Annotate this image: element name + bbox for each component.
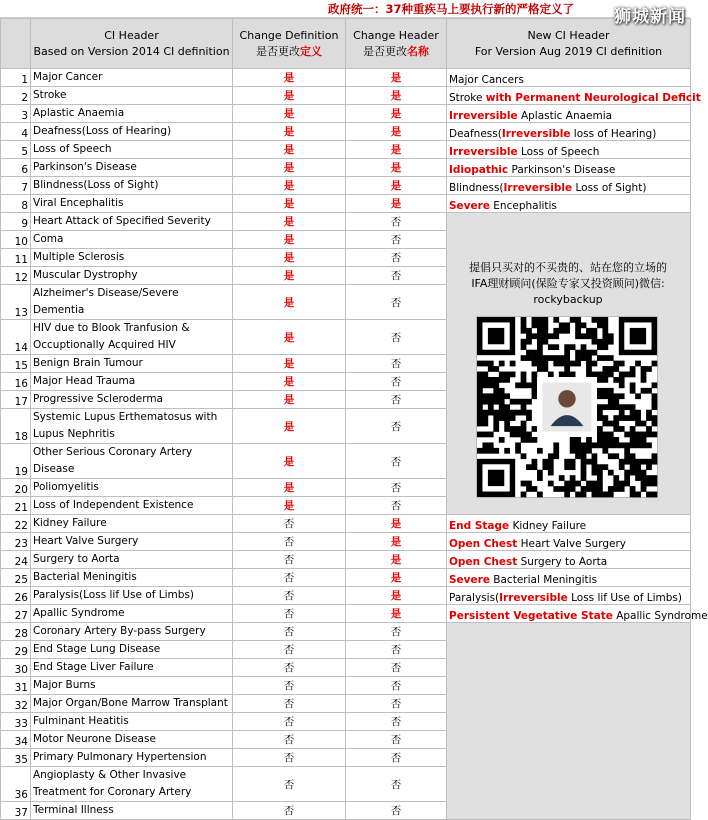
row-number: 37 <box>1 802 31 820</box>
row-number: 12 <box>1 267 31 285</box>
change-header-flag: 否 <box>346 391 447 409</box>
ci-name-2014: Other Serious Coronary Artery Disease <box>31 444 233 479</box>
row-number: 28 <box>1 623 31 641</box>
change-definition-flag: 否 <box>233 623 346 641</box>
ci-name-2019 <box>447 569 691 587</box>
row-number: 22 <box>1 515 31 533</box>
table-row <box>1 605 691 623</box>
ci-name-2019-highlight: Irreversible <box>449 110 518 122</box>
change-definition-flag: 是 <box>233 105 346 123</box>
change-header-flag: 否 <box>346 231 447 249</box>
change-definition-flag: 否 <box>233 659 346 677</box>
ci-name-2019-text: Loss of Sight) <box>572 182 647 194</box>
ci-name-2019-highlight: with Permanent Neurological Deficit <box>485 92 701 104</box>
row-number: 30 <box>1 659 31 677</box>
row-number: 13 <box>1 285 31 320</box>
ci-name-2019 <box>447 533 691 551</box>
row-number: 16 <box>1 373 31 391</box>
ci-name-2014: Bacterial Meningitis <box>31 569 233 587</box>
ci-name-2019-text: Encephalitis <box>489 200 557 212</box>
row-number: 32 <box>1 695 31 713</box>
ci-name-2019-highlight: Persistent Vegetative State <box>449 610 613 622</box>
change-header-flag: 是 <box>346 569 447 587</box>
change-header-flag: 否 <box>346 409 447 444</box>
change-definition-flag: 否 <box>233 533 346 551</box>
ci-name-2019-text: Loss of Speech <box>517 146 600 158</box>
change-header-flag: 是 <box>346 141 447 159</box>
change-header-flag: 否 <box>346 713 447 731</box>
ci-name-2019-highlight: Severe <box>449 574 490 586</box>
change-definition-flag: 否 <box>233 731 346 749</box>
change-header-flag: 是 <box>346 587 447 605</box>
ci-name-2019 <box>447 177 691 195</box>
ci-name-2019 <box>447 195 691 213</box>
row-number: 35 <box>1 749 31 767</box>
row-number: 27 <box>1 605 31 623</box>
row-number: 19 <box>1 444 31 479</box>
change-header-flag: 否 <box>346 659 447 677</box>
ci-name-2014: Coma <box>31 231 233 249</box>
change-header-flag: 否 <box>346 444 447 479</box>
table-row <box>1 515 691 533</box>
row-number: 18 <box>1 409 31 444</box>
change-definition-flag: 否 <box>233 515 346 533</box>
change-definition-flag: 否 <box>233 767 346 802</box>
change-header-flag: 是 <box>346 123 447 141</box>
ci-name-2019 <box>447 69 691 87</box>
header-change-definition <box>233 19 346 69</box>
change-header-flag: 否 <box>346 267 447 285</box>
ci-name-2014: Primary Pulmonary Hypertension <box>31 749 233 767</box>
header-new-ci-line1: New CI Header <box>527 28 610 42</box>
row-number: 7 <box>1 177 31 195</box>
ci-name-2019-text: Stroke <box>449 92 486 104</box>
change-definition-flag: 是 <box>233 267 346 285</box>
change-definition-flag: 是 <box>233 177 346 195</box>
ci-name-2019 <box>447 87 701 105</box>
ci-name-2019-text: Parkinson's Disease <box>508 164 616 176</box>
header-change-definition-line1: Change Definition <box>239 28 339 42</box>
row-number: 6 <box>1 159 31 177</box>
change-header-flag: 否 <box>346 731 447 749</box>
ci-name-2019-text: Kidney Failure <box>509 520 587 532</box>
header-change-definition-plain: 是否更改 <box>256 44 300 58</box>
ci-name-2014: Stroke <box>31 87 233 105</box>
ci-name-2014: Alzheimer's Disease/Severe Dementia <box>31 285 233 320</box>
ci-name-2019 <box>447 605 708 623</box>
change-definition-flag: 否 <box>233 587 346 605</box>
change-definition-flag: 是 <box>233 195 346 213</box>
change-definition-flag: 是 <box>233 497 346 515</box>
table-row <box>1 159 691 177</box>
row-number: 11 <box>1 249 31 267</box>
change-definition-flag: 是 <box>233 444 346 479</box>
ci-name-2014: Systemic Lupus Erthematosus with Lupus Nephritis <box>31 409 233 444</box>
ci-name-2014: End Stage Lung Disease <box>31 641 233 659</box>
promo-text <box>446 260 690 308</box>
ci-name-2014: Loss of Speech <box>31 141 233 159</box>
row-number: 9 <box>1 213 31 231</box>
change-header-flag: 否 <box>346 695 447 713</box>
ci-name-2019-highlight: Irreversible <box>449 146 518 158</box>
ci-name-2019-text: Aplastic Anaemia <box>517 110 613 122</box>
change-definition-flag: 是 <box>233 69 346 87</box>
change-header-flag: 是 <box>346 605 447 623</box>
ci-name-2019 <box>447 159 691 177</box>
ci-name-2019 <box>447 123 691 141</box>
ci-name-2014: Kidney Failure <box>31 515 233 533</box>
row-number: 26 <box>1 587 31 605</box>
change-header-flag: 是 <box>346 69 447 87</box>
row-number: 25 <box>1 569 31 587</box>
change-definition-flag: 是 <box>233 87 346 105</box>
table-row <box>1 623 691 641</box>
ci-name-2014: Aplastic Anaemia <box>31 105 233 123</box>
row-number: 5 <box>1 141 31 159</box>
ci-name-2014: Angioplasty & Other Invasive Treatment for Coronary Artery <box>31 767 233 802</box>
ci-name-2014: Heart Valve Surgery <box>31 533 233 551</box>
ci-name-2014: Progressive Scleroderma <box>31 391 233 409</box>
table-row <box>1 195 691 213</box>
ci-name-2019-text: Loss lif Use of Limbs) <box>567 592 682 604</box>
header-change-header <box>346 19 447 69</box>
change-header-flag: 是 <box>346 105 447 123</box>
ci-name-2014: Coronary Artery By-pass Surgery <box>31 623 233 641</box>
table-row <box>1 569 691 587</box>
change-header-flag: 否 <box>346 320 447 355</box>
wechat-qr-code <box>476 316 658 498</box>
change-definition-flag: 否 <box>233 677 346 695</box>
change-definition-flag: 否 <box>233 569 346 587</box>
watermark-logo: 狮城新闻 <box>614 7 686 27</box>
ci-name-2014: Benign Brain Tumour <box>31 355 233 373</box>
row-number: 36 <box>1 767 31 802</box>
change-header-flag: 否 <box>346 373 447 391</box>
change-header-flag: 否 <box>346 497 447 515</box>
change-header-flag: 是 <box>346 551 447 569</box>
ci-name-2014: Blindness(Loss of Sight) <box>31 177 233 195</box>
ci-name-2019-highlight: End Stage <box>449 520 510 532</box>
table-row <box>1 177 691 195</box>
table-row <box>1 69 691 87</box>
table-row <box>1 551 691 569</box>
ci-name-2019-text: Deafness( <box>449 128 502 140</box>
change-header-flag: 否 <box>346 355 447 373</box>
table-row <box>1 105 691 123</box>
ci-name-2014: Fulminant Heatitis <box>31 713 233 731</box>
change-header-flag: 否 <box>346 767 447 802</box>
change-header-flag: 是 <box>346 515 447 533</box>
row-number: 29 <box>1 641 31 659</box>
change-header-flag: 是 <box>346 195 447 213</box>
row-number: 20 <box>1 479 31 497</box>
ci-name-2014: Paralysis(Loss lif Use of Limbs) <box>31 587 233 605</box>
change-header-flag: 否 <box>346 677 447 695</box>
table-row <box>1 123 691 141</box>
qr-code-icon <box>477 317 657 497</box>
change-header-flag: 否 <box>346 623 447 641</box>
table-row <box>1 587 691 605</box>
ci-name-2019-text: Bacterial Meningitis <box>489 574 598 586</box>
ci-name-2014: Major Organ/Bone Marrow Transplant <box>31 695 233 713</box>
row-number: 4 <box>1 123 31 141</box>
table-header-row <box>1 19 691 69</box>
ci-name-2019 <box>447 515 691 533</box>
ci-name-2014: End Stage Liver Failure <box>31 659 233 677</box>
ci-name-2019-highlight: Open Chest <box>449 538 518 550</box>
row-number: 24 <box>1 551 31 569</box>
ci-name-2019 <box>447 105 691 123</box>
change-header-flag: 否 <box>346 285 447 320</box>
change-definition-flag: 是 <box>233 123 346 141</box>
ci-name-2019-text: Blindness( <box>449 182 504 194</box>
change-definition-flag: 是 <box>233 391 346 409</box>
ci-name-2019 <box>447 141 691 159</box>
row-number: 14 <box>1 320 31 355</box>
header-ci-2014-line1: CI Header <box>104 28 159 42</box>
row-number: 2 <box>1 87 31 105</box>
change-definition-flag: 是 <box>233 159 346 177</box>
header-change-definition-red: 定义 <box>300 44 322 58</box>
change-definition-flag: 是 <box>233 373 346 391</box>
header-new-ci-line2: For Version Aug 2019 CI definition <box>474 44 663 58</box>
change-header-flag: 否 <box>346 802 447 820</box>
change-definition-flag: 否 <box>233 749 346 767</box>
row-number: 33 <box>1 713 31 731</box>
ci-name-2019-highlight: Irreversible <box>499 592 568 604</box>
header-ci-2014-line2: Based on Version 2014 CI definition <box>33 44 230 58</box>
ci-name-2014: Terminal Illness <box>31 802 233 820</box>
row-number: 1 <box>1 69 31 87</box>
ci-name-2014: Muscular Dystrophy <box>31 267 233 285</box>
promo-line1: 提倡只买对的不买贵的、站在您的立场的 <box>469 261 667 274</box>
ci-name-2019-highlight: Severe <box>449 200 490 212</box>
ci-name-2014: Viral Encephalitis <box>31 195 233 213</box>
ci-name-2019-text: Surgery to Aorta <box>517 556 608 568</box>
ci-name-2019-text: Major Cancers <box>449 74 524 86</box>
ci-name-2019 <box>447 587 691 605</box>
change-definition-flag: 否 <box>233 713 346 731</box>
ci-name-2014: Major Head Trauma <box>31 373 233 391</box>
ci-name-2019-text: Apallic Syndrome <box>612 610 708 622</box>
ci-name-2014: Loss of Independent Existence <box>31 497 233 515</box>
promo-line2: IFA理财顾问(保险专家又投资顾问)微信: <box>471 277 665 290</box>
ci-name-2014: Deafness(Loss of Hearing) <box>31 123 233 141</box>
row-number: 31 <box>1 677 31 695</box>
table-row <box>1 533 691 551</box>
ci-name-2019-highlight: Irreversible <box>501 128 571 140</box>
ci-name-2019-highlight: Idiopathic <box>449 164 509 176</box>
ci-name-2014: Major Cancer <box>31 69 233 87</box>
ci-name-2014: Apallic Syndrome <box>31 605 233 623</box>
row-number: 17 <box>1 391 31 409</box>
change-definition-flag: 是 <box>233 231 346 249</box>
change-header-flag: 否 <box>346 213 447 231</box>
header-change-header-line1: Change Header <box>353 28 439 42</box>
ci-name-2019-highlight: Open Chest <box>449 556 518 568</box>
table-row <box>1 87 691 105</box>
table-row <box>1 141 691 159</box>
row-number: 23 <box>1 533 31 551</box>
row-number: 10 <box>1 231 31 249</box>
header-change-header-plain: 是否更改 <box>363 44 407 58</box>
ci-name-2014: Parkinson's Disease <box>31 159 233 177</box>
ci-name-2014: Multiple Sclerosis <box>31 249 233 267</box>
change-header-flag: 否 <box>346 641 447 659</box>
change-definition-flag: 否 <box>233 605 346 623</box>
header-change-header-red: 名称 <box>407 44 429 58</box>
change-header-flag: 否 <box>346 249 447 267</box>
change-header-flag: 是 <box>346 177 447 195</box>
change-header-flag: 否 <box>346 749 447 767</box>
change-definition-flag: 是 <box>233 320 346 355</box>
row-number: 3 <box>1 105 31 123</box>
empty-filler-cell <box>447 623 691 820</box>
change-definition-flag: 是 <box>233 355 346 373</box>
change-definition-flag: 是 <box>233 409 346 444</box>
header-num <box>1 19 31 69</box>
row-number: 34 <box>1 731 31 749</box>
row-number: 15 <box>1 355 31 373</box>
change-header-flag: 是 <box>346 159 447 177</box>
ci-name-2019-text: Paralysis( <box>449 592 500 604</box>
change-header-flag: 是 <box>346 87 447 105</box>
change-definition-flag: 是 <box>233 213 346 231</box>
change-header-flag: 否 <box>346 479 447 497</box>
table-row <box>1 213 691 231</box>
ci-name-2014: Major Burns <box>31 677 233 695</box>
page-title: 政府统一：37种重疾马上要执行新的严格定义了 <box>0 0 690 18</box>
change-header-flag: 是 <box>346 533 447 551</box>
change-definition-flag: 是 <box>233 141 346 159</box>
ci-name-2019 <box>447 551 691 569</box>
ci-name-2019-text: loss of Hearing) <box>570 128 657 140</box>
row-number: 21 <box>1 497 31 515</box>
row-number: 8 <box>1 195 31 213</box>
change-definition-flag: 否 <box>233 641 346 659</box>
change-definition-flag: 是 <box>233 285 346 320</box>
change-definition-flag: 否 <box>233 551 346 569</box>
ci-name-2014: Heart Attack of Specified Severity <box>31 213 233 231</box>
change-definition-flag: 是 <box>233 249 346 267</box>
ci-name-2014: Poliomyelitis <box>31 479 233 497</box>
change-definition-flag: 否 <box>233 695 346 713</box>
change-definition-flag: 否 <box>233 802 346 820</box>
header-ci-2014 <box>31 19 233 69</box>
ci-name-2019-highlight: Irreversible <box>503 182 573 194</box>
ci-name-2014: Surgery to Aorta <box>31 551 233 569</box>
change-definition-flag: 是 <box>233 479 346 497</box>
promo-line3: rockybackup <box>533 293 603 306</box>
ci-name-2014: Motor Neurone Disease <box>31 731 233 749</box>
ci-name-2014: HIV due to Blook Tranfusion & Occuptionally Acquired HIV <box>31 320 233 355</box>
ci-name-2019-text: Heart Valve Surgery <box>517 538 627 550</box>
